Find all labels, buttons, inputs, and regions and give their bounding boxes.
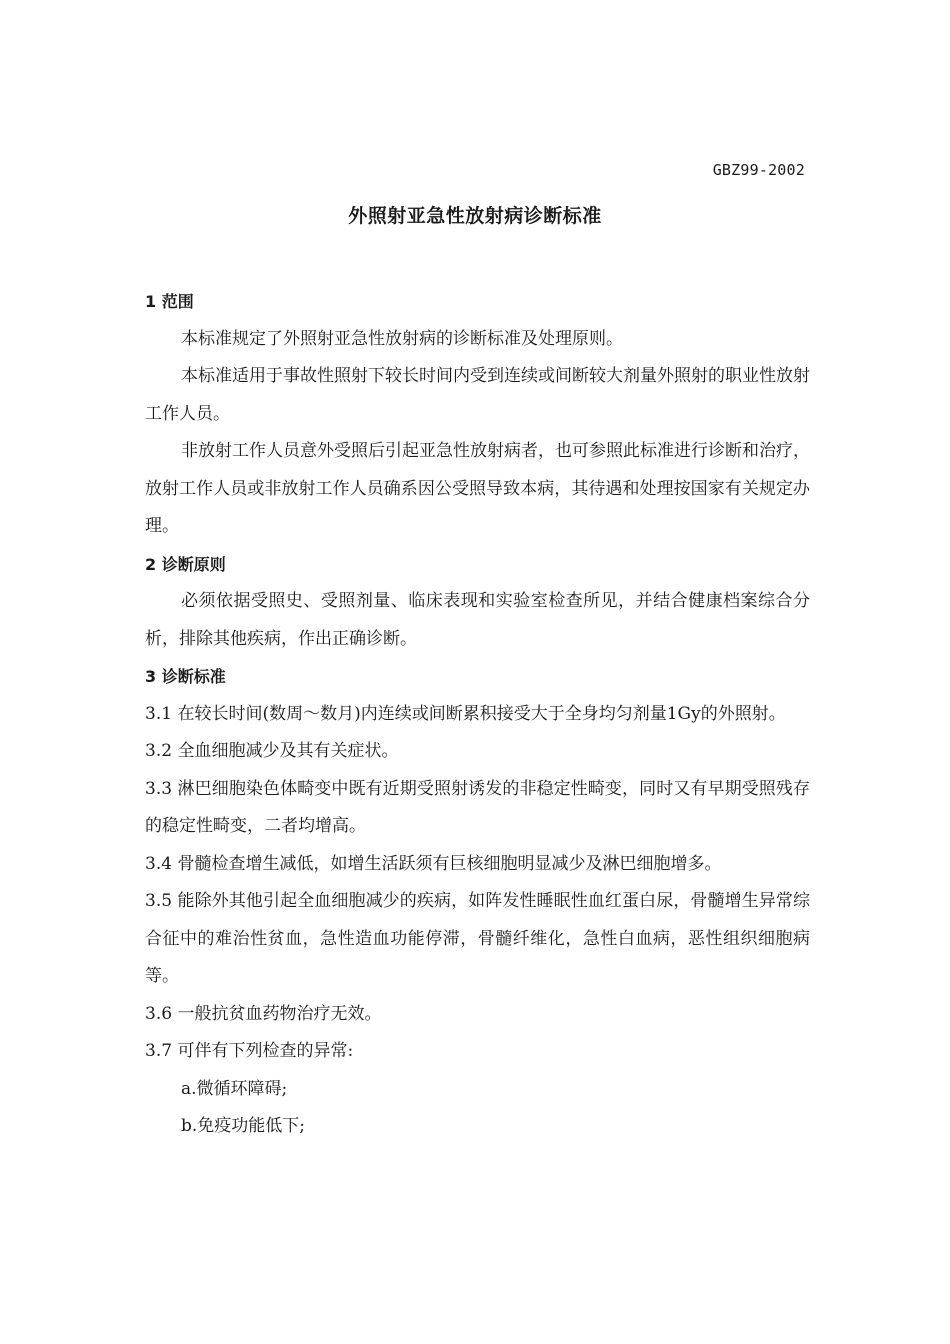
criteria-item-3-5: 3.5 能除外其他引起全血细胞减少的疾病，如阵发性睡眠性血红蛋白尿，骨髓增生异常综合征中的难治性贫血，急性造血功能停滞，骨髓纤维化，急性白血病，恶性组织细胞病等。: [145, 891, 810, 986]
scope-paragraph-1: 本标准规定了外照射亚急性放射病的诊断标准及处理原则。: [181, 328, 623, 349]
criteria-item-3-7: 3.7 可伴有下列检查的异常:: [145, 1041, 354, 1061]
criteria-item-3-6: 3.6 一般抗贫血药物治疗无效。: [145, 1003, 382, 1024]
document-title: 外照射亚急性放射病诊断标准: [348, 205, 602, 227]
criteria-item-3-3: 3.3 淋巴细胞染色体畸变中既有近期受照射诱发的非稳定性畸变，同时又有早期受照残存的稳定性畸变，二者均增高。: [145, 778, 810, 836]
document-body: [145, 283, 810, 1146]
criteria-subitem-a: a.微循环障碍;: [181, 1078, 288, 1099]
criteria-subitem-b: b.免疫功能低下;: [181, 1116, 306, 1136]
standard-code: GBZ99-2002: [712, 161, 805, 179]
section-heading-criteria: 3 诊断标准: [145, 667, 226, 686]
section-heading-scope: 1 范围: [145, 292, 194, 311]
criteria-item-3-2: 3.2 全血细胞减少及其有关症状。: [145, 741, 399, 761]
section-heading-principle: 2 诊断原则: [145, 554, 226, 574]
scope-paragraph-3: 非放射工作人员意外受照后引起亚急性放射病者，也可参照此标准进行诊断和治疗，放射工作人员或非放射工作人员确系因公受照导致本病，其待遇和处理按国家有关规定办理。: [145, 441, 810, 536]
criteria-item-3-4: 3.4 骨髓检查增生减低，如增生活跃须有巨核细胞明显减少及淋巴细胞增多。: [145, 853, 722, 874]
scope-paragraph-2: 本标准适用于事故性照射下较长时间内受到连续或间断较大剂量外照射的职业性放射工作人员。: [145, 366, 810, 424]
criteria-item-3-1: 3.1 在较长时间(数周～数月)内连续或间断累积接受大于全身均匀剂量1Gy的外照射。: [145, 703, 786, 724]
principle-paragraph: 必须依据受照史、受照剂量、临床表现和实验室检查所见，并结合健康档案综合分析，排除其他疾病，作出正确诊断。: [145, 591, 810, 649]
